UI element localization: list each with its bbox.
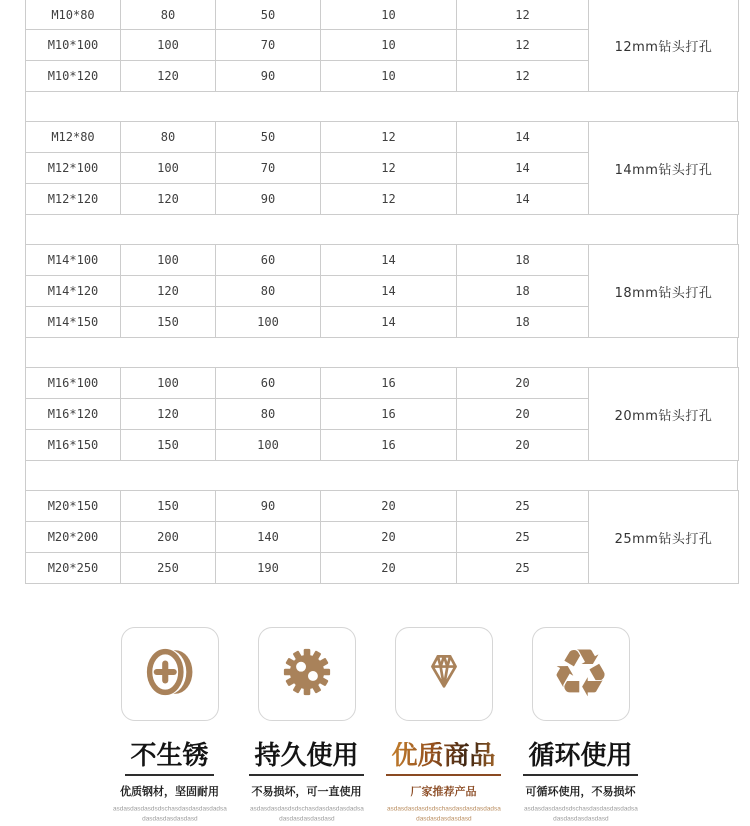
table-group-spacer: [25, 461, 738, 490]
value-cell: 120: [121, 399, 216, 430]
feature-icon-card: [532, 627, 630, 721]
drill-note-cell: 18mm钻头打孔: [589, 245, 739, 338]
value-cell: 100: [121, 245, 216, 276]
table-row: [26, 368, 739, 399]
value-cell: 25: [457, 553, 589, 584]
value-cell: 250: [121, 553, 216, 584]
value-cell: 100: [216, 430, 321, 461]
value-cell: 100: [121, 368, 216, 399]
spec-cell: M16*120: [26, 399, 121, 430]
coin-washer-icon: [136, 638, 204, 711]
value-cell: 14: [457, 184, 589, 215]
spec-cell: M16*150: [26, 430, 121, 461]
table-row: [26, 122, 739, 153]
value-cell: 60: [216, 245, 321, 276]
table-group-spacer: [25, 92, 738, 121]
spec-table-group-m12: [25, 121, 739, 215]
value-cell: 14: [321, 276, 457, 307]
value-cell: 20: [457, 368, 589, 399]
spec-cell: M20*250: [26, 553, 121, 584]
value-cell: 12: [321, 153, 457, 184]
value-cell: 200: [121, 522, 216, 553]
drill-note-cell: 14mm钻头打孔: [589, 122, 739, 215]
value-cell: 100: [121, 30, 216, 61]
feature-icon-card: [258, 627, 356, 721]
spec-cell: M16*100: [26, 368, 121, 399]
spec-table-group-m10: [25, 0, 739, 92]
spec-cell: M12*100: [26, 153, 121, 184]
feature-description: asdasdasdasdsdschasdasdasdasdadsa dasdasdasdasdasd: [386, 805, 501, 823]
spec-table-group-m16: [25, 367, 739, 461]
recycle-icon: ♻: [550, 635, 611, 712]
spec-table-group-m14: [25, 244, 739, 338]
value-cell: 90: [216, 61, 321, 92]
feature-subtitle: 不易损坏，可一直使用: [251, 786, 362, 798]
value-cell: 16: [321, 368, 457, 399]
value-cell: 10: [321, 30, 457, 61]
value-cell: 10: [321, 61, 457, 92]
value-cell: 80: [216, 276, 321, 307]
value-cell: 18: [457, 307, 589, 338]
feature-no-rust: [105, 627, 235, 826]
value-cell: 60: [216, 368, 321, 399]
value-cell: 10: [321, 0, 457, 30]
drill-note-cell: 20mm钻头打孔: [589, 368, 739, 461]
spec-cell: M10*80: [26, 0, 121, 30]
spec-cell: M12*120: [26, 184, 121, 215]
spec-cell: M14*100: [26, 245, 121, 276]
drill-note-cell: 12mm钻头打孔: [589, 0, 739, 92]
value-cell: 100: [216, 307, 321, 338]
value-cell: 18: [457, 245, 589, 276]
value-cell: 150: [121, 430, 216, 461]
spec-table-group-m20: [25, 490, 739, 584]
spec-cell: M12*80: [26, 122, 121, 153]
value-cell: 150: [121, 307, 216, 338]
value-cell: 140: [216, 522, 321, 553]
spec-cell: M10*120: [26, 61, 121, 92]
spec-cell: M14*150: [26, 307, 121, 338]
table-group-spacer: [25, 338, 738, 367]
feature-recyclable: [516, 627, 646, 826]
value-cell: 90: [216, 184, 321, 215]
value-cell: 90: [216, 491, 321, 522]
feature-badges-section: [0, 627, 750, 826]
feature-long-lasting: [242, 627, 372, 826]
feature-subtitle: 优质钢材，坚固耐用: [120, 786, 219, 798]
value-cell: 20: [321, 553, 457, 584]
value-cell: 16: [321, 399, 457, 430]
value-cell: 14: [457, 153, 589, 184]
value-cell: 12: [321, 184, 457, 215]
diamond-icon: [410, 638, 478, 711]
feature-title: 优质商品: [386, 742, 500, 776]
value-cell: 12: [457, 61, 589, 92]
value-cell: 150: [121, 491, 216, 522]
spec-cell: M20*150: [26, 491, 121, 522]
table-row: [26, 491, 739, 522]
feature-subtitle: 厂家推荐产品: [410, 786, 477, 798]
value-cell: 100: [121, 153, 216, 184]
value-cell: 80: [121, 0, 216, 30]
value-cell: 18: [457, 276, 589, 307]
value-cell: 70: [216, 153, 321, 184]
value-cell: 20: [321, 491, 457, 522]
value-cell: 12: [457, 30, 589, 61]
value-cell: 80: [121, 122, 216, 153]
feature-subtitle: 可循环使用，不易损坏: [525, 786, 636, 798]
feature-description: asdasdasdasdsdschasdasdasdasdadsa dasdasdasdasdasd: [249, 805, 364, 823]
value-cell: 120: [121, 184, 216, 215]
value-cell: 80: [216, 399, 321, 430]
value-cell: 120: [121, 61, 216, 92]
value-cell: 12: [457, 0, 589, 30]
spec-table: [25, 0, 738, 584]
spec-cell: M14*120: [26, 276, 121, 307]
value-cell: 14: [321, 245, 457, 276]
table-row: [26, 245, 739, 276]
value-cell: 190: [216, 553, 321, 584]
feature-icon-card: [121, 627, 219, 721]
spec-cell: M10*100: [26, 30, 121, 61]
value-cell: 70: [216, 30, 321, 61]
value-cell: 50: [216, 122, 321, 153]
value-cell: 12: [321, 122, 457, 153]
feature-description: asdasdasdasdsdschasdasdasdasdadsa dasdasdasdasdasd: [112, 805, 227, 823]
value-cell: 16: [321, 430, 457, 461]
feature-quality-product: [379, 627, 509, 826]
feature-title: 持久使用: [249, 742, 363, 776]
value-cell: 20: [457, 430, 589, 461]
value-cell: 14: [457, 122, 589, 153]
spec-cell: M20*200: [26, 522, 121, 553]
value-cell: 25: [457, 522, 589, 553]
feature-title: 循环使用: [523, 742, 637, 776]
drill-note-cell: 25mm钻头打孔: [589, 491, 739, 584]
value-cell: 14: [321, 307, 457, 338]
table-group-spacer: [25, 215, 738, 244]
value-cell: 20: [321, 522, 457, 553]
value-cell: 20: [457, 399, 589, 430]
value-cell: 120: [121, 276, 216, 307]
feature-icon-card: [395, 627, 493, 721]
feature-description: asdasdasdasdsdschasdasdasdasdadsa dasdasdasdasdasd: [523, 805, 638, 823]
feature-title: 不生锈: [125, 742, 213, 776]
table-row: [26, 0, 739, 30]
gear-icon: [274, 639, 340, 710]
value-cell: 25: [457, 491, 589, 522]
value-cell: 50: [216, 0, 321, 30]
